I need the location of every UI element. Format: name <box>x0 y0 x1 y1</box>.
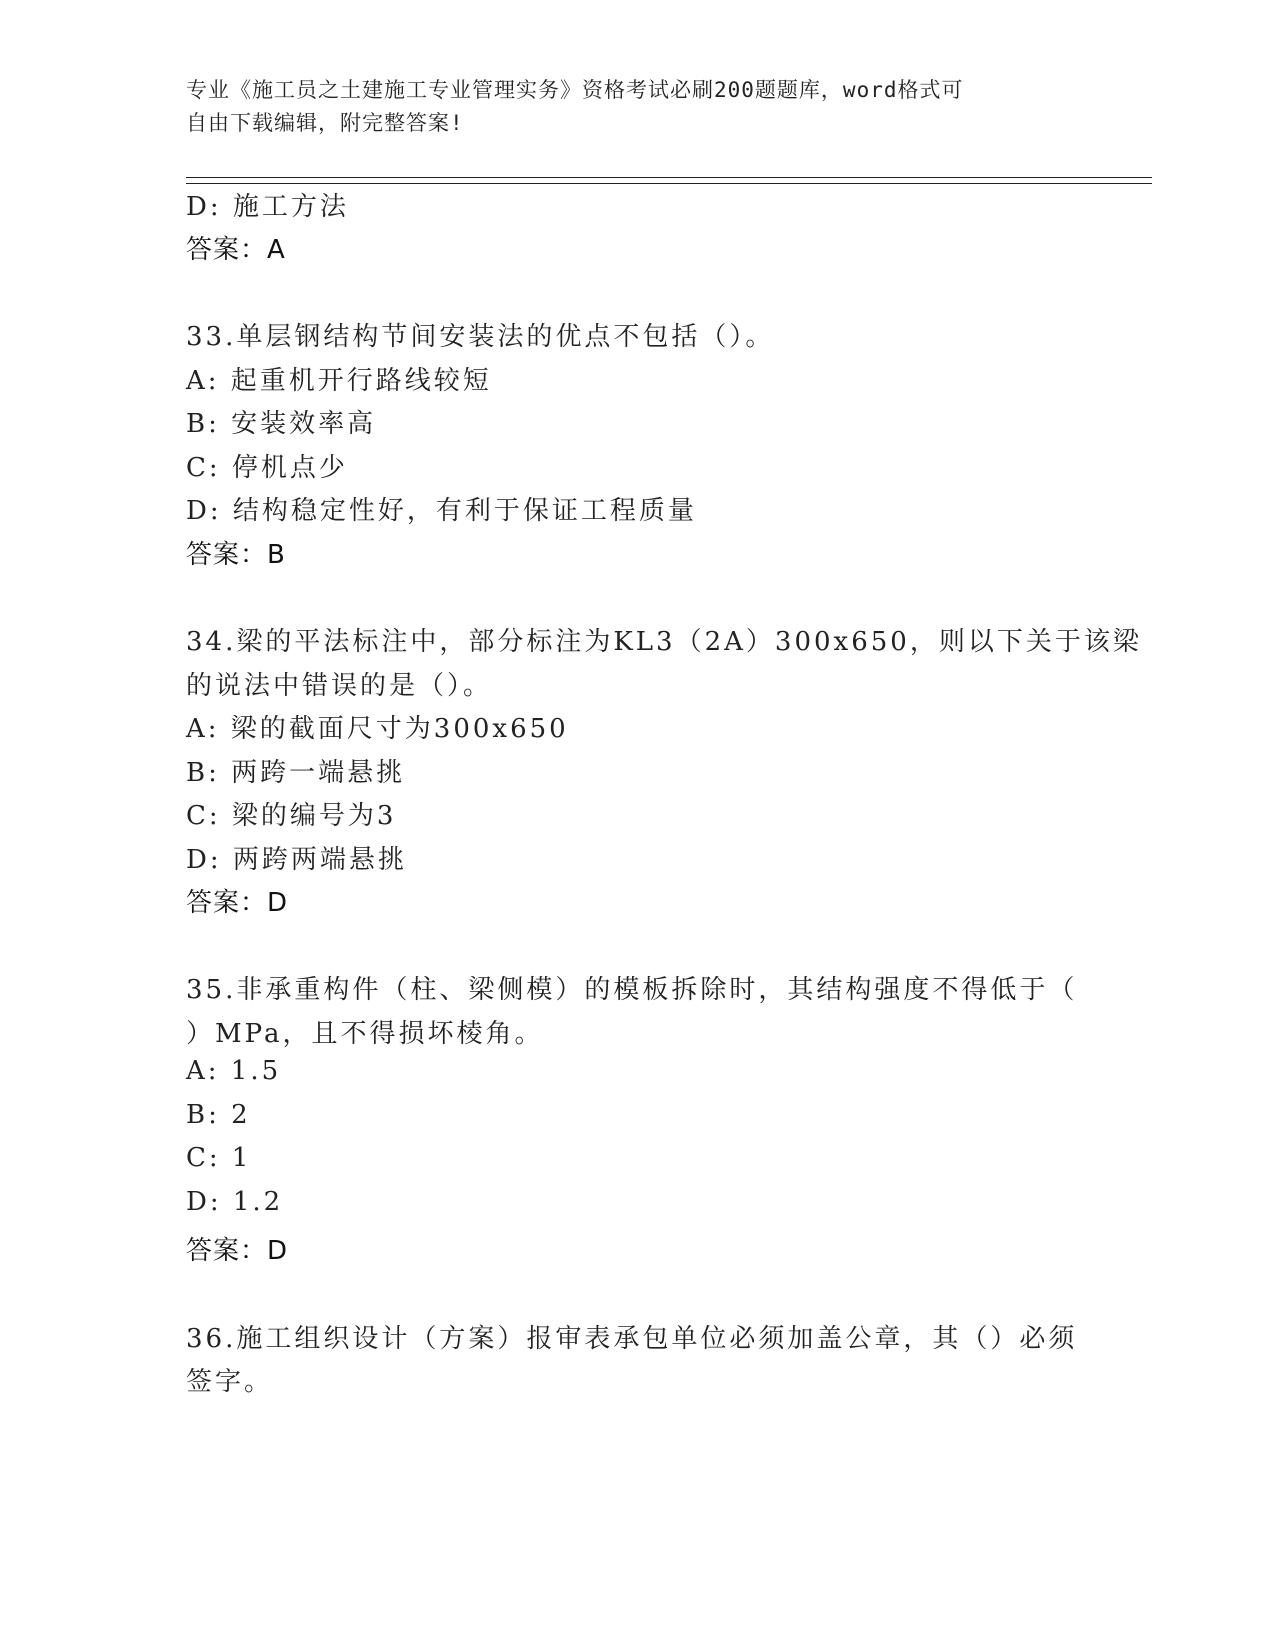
question-stem-line-1: 35.非承重构件（柱、梁侧模）的模板拆除时，其结构强度不得低于（ <box>186 975 1078 1005</box>
option-a: A: 起重机开行路线较短 <box>186 366 492 396</box>
option-d: D: 两跨两端悬挑 <box>186 845 407 875</box>
answer: 答案：D <box>186 888 289 918</box>
option-b: B: 2 <box>186 1100 251 1130</box>
option-c: C: 1 <box>186 1143 252 1173</box>
prev-option-d: D: 施工方法 <box>186 192 349 222</box>
header-title-line-2: 自由下载编辑，附完整答案! <box>186 111 464 135</box>
document-header <box>186 74 1086 140</box>
header-divider-bottom <box>186 183 1152 184</box>
question-stem-line-2: 签字。 <box>186 1367 274 1397</box>
option-d: D: 1.2 <box>186 1187 284 1217</box>
option-b: B: 两跨一端悬挑 <box>186 758 406 788</box>
option-c: C: 停机点少 <box>186 453 348 483</box>
option-a: A: 梁的截面尺寸为300x650 <box>186 714 569 744</box>
header-divider-top <box>186 177 1152 178</box>
option-c: C: 梁的编号为3 <box>186 801 397 831</box>
question-stem: 33.单层钢结构节间安装法的优点不包括（）。 <box>186 322 775 352</box>
option-b: B: 安装效率高 <box>186 409 377 439</box>
answer: 答案：D <box>186 1236 289 1266</box>
option-d: D: 结构稳定性好，有利于保证工程质量 <box>186 496 697 526</box>
answer: 答案：B <box>186 540 286 570</box>
question-stem-line-2: 的说法中错误的是（）。 <box>186 671 493 701</box>
question-stem-line-1: 34.梁的平法标注中，部分标注为KL3（2A）300x650，则以下关于该梁 <box>186 627 1142 657</box>
question-stem-line-2: ）MPa，且不得损坏棱角。 <box>186 1019 544 1049</box>
question-stem-line-1: 36.施工组织设计（方案）报审表承包单位必须加盖公章，其（）必须 <box>186 1324 1078 1354</box>
prev-answer: 答案：A <box>186 235 286 265</box>
option-a: A: 1.5 <box>186 1056 282 1086</box>
header-title-line-1: 专业《施工员之土建施工专业管理实务》资格考试必刷200题题库，word格式可 <box>186 78 964 102</box>
